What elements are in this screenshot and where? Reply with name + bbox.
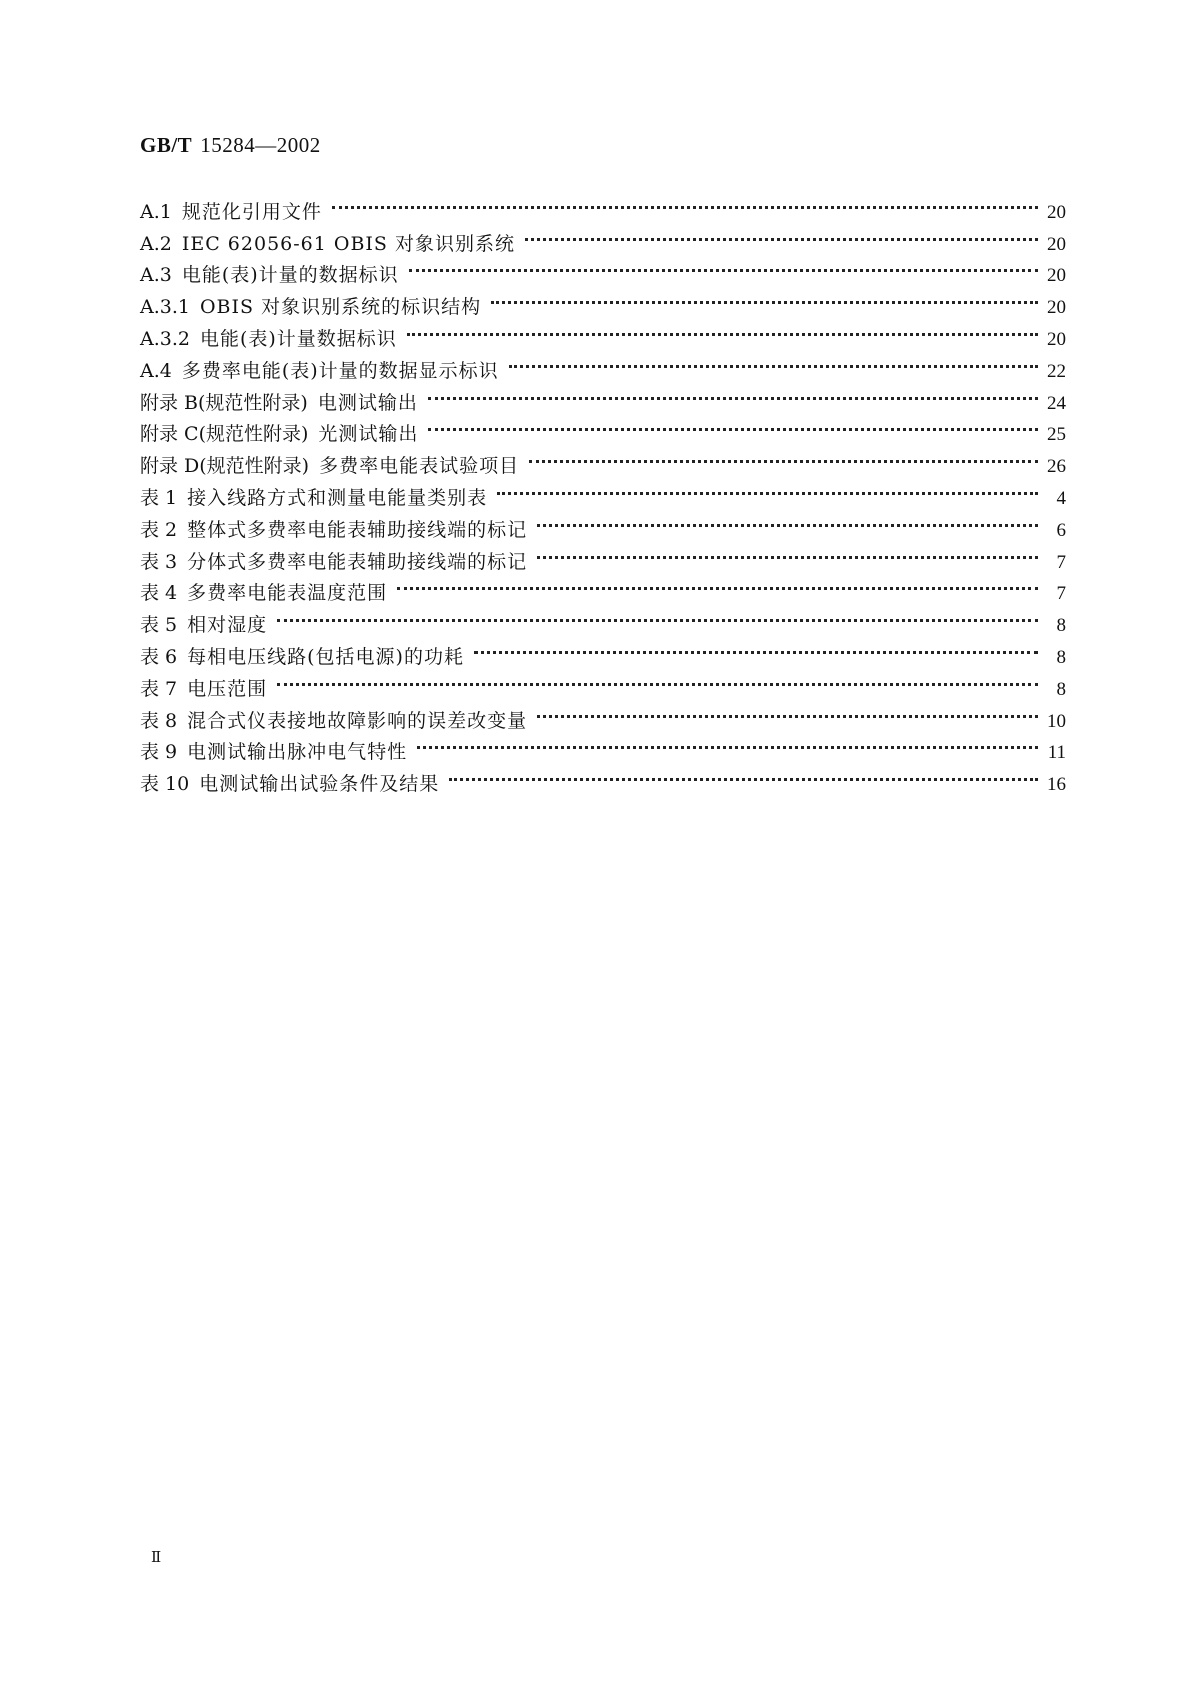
toc-dot-leader (428, 377, 1038, 409)
toc-dot-leader (509, 345, 1038, 377)
toc-entry-number: 表 6 (140, 645, 178, 668)
toc-entry-page: 22 (1047, 360, 1066, 382)
toc-dot-leader (525, 218, 1038, 250)
toc-entry-title: 光测试输出 (318, 423, 419, 446)
toc-dot-leader (497, 472, 1038, 504)
toc-entry[interactable] (140, 631, 1066, 668)
toc-entry-title: 每相电压线路(包括电源)的功耗 (187, 645, 464, 668)
toc-entry-title: 分体式多费率电能表辅助接线端的标记 (187, 550, 528, 573)
toc-entry-page: 20 (1047, 265, 1066, 287)
toc-entry-page: 25 (1047, 424, 1066, 446)
toc-entry-title: 规范化引用文件 (181, 200, 322, 223)
toc-entry-page: 8 (1056, 615, 1066, 637)
toc-entry-number: A.3.2 (140, 327, 190, 350)
toc-entry-title: 混合式仪表接地故障影响的误差改变量 (187, 709, 528, 732)
toc-entry-page: 8 (1056, 646, 1066, 668)
page-number: Ⅱ (151, 1550, 162, 1566)
toc-dot-leader (474, 631, 1038, 663)
toc-entry-page: 24 (1047, 392, 1066, 414)
toc-entry[interactable] (140, 186, 1066, 223)
toc-entry-title: 电能(表)计量的数据标识 (181, 264, 399, 287)
toc-entry-page: 10 (1047, 710, 1066, 732)
toc-entry-page: 20 (1047, 297, 1066, 319)
toc-entry-page: 16 (1047, 774, 1066, 796)
toc-entry-number: A.1 (140, 200, 172, 223)
table-of-contents (140, 186, 1066, 796)
toc-dot-leader (407, 313, 1038, 345)
toc-entry-page: 11 (1047, 742, 1066, 764)
toc-entry-page: 8 (1056, 678, 1066, 700)
toc-entry-page: 6 (1056, 519, 1066, 541)
toc-dot-leader (491, 281, 1038, 313)
standard-code: GB/T (140, 133, 193, 157)
toc-entry-number: 附录 C(规范性附录) (140, 423, 309, 446)
toc-dot-leader (449, 758, 1038, 790)
toc-entry-title: IEC 62056-61 OBIS 对象识别系统 (181, 232, 515, 255)
toc-entry-page: 26 (1047, 456, 1066, 478)
toc-entry[interactable] (140, 663, 1066, 700)
toc-dot-leader (277, 663, 1038, 695)
toc-entry-number: 表 2 (140, 518, 178, 541)
toc-entry-number: 表 3 (140, 550, 178, 573)
toc-dot-leader (417, 727, 1038, 759)
toc-dot-leader (537, 695, 1038, 727)
toc-entry-page: 20 (1047, 201, 1066, 223)
toc-entry-page: 7 (1056, 551, 1066, 573)
toc-entry-page: 7 (1056, 583, 1066, 605)
toc-entry-title: 相对湿度 (187, 614, 268, 637)
toc-dot-leader (428, 409, 1038, 441)
toc-entry-number: 附录 D(规范性附录) (140, 455, 310, 478)
toc-entry-title: 电测试输出脉冲电气特性 (187, 741, 408, 764)
toc-entry-title: OBIS 对象识别系统的标识结构 (199, 296, 482, 319)
toc-entry-number: A.3.1 (140, 296, 190, 319)
toc-dot-leader (529, 440, 1038, 472)
toc-entry-title: 电压范围 (187, 677, 268, 700)
toc-dot-leader (277, 599, 1038, 631)
toc-entry-page: 20 (1047, 328, 1066, 350)
toc-entry-title: 多费率电能表温度范围 (187, 582, 388, 605)
toc-dot-leader (537, 504, 1038, 536)
toc-entry-title: 电测试输出试验条件及结果 (199, 773, 440, 796)
toc-entry[interactable] (140, 695, 1066, 732)
toc-entry-title: 电测试输出 (317, 391, 418, 414)
toc-dot-leader (537, 536, 1038, 568)
toc-entry-number: 表 5 (140, 614, 178, 637)
toc-entry-number: 表 9 (140, 741, 178, 764)
document-header (140, 133, 321, 158)
toc-dot-leader (409, 250, 1038, 282)
toc-entry-page: 4 (1056, 487, 1066, 509)
toc-entry-page: 20 (1047, 233, 1066, 255)
toc-entry-number: 表 10 (140, 773, 190, 796)
toc-entry-title: 接入线路方式和测量电能量类别表 (187, 486, 488, 509)
toc-entry-number: 表 4 (140, 582, 178, 605)
toc-entry-number: 附录 B(规范性附录) (140, 391, 308, 414)
toc-entry-number: 表 1 (140, 486, 178, 509)
toc-entry-title: 多费率电能表试验项目 (319, 455, 520, 478)
toc-entry-number: 表 7 (140, 677, 178, 700)
toc-entry-title: 电能(表)计量数据标识 (199, 327, 397, 350)
toc-entry[interactable] (140, 599, 1066, 637)
toc-dot-leader (397, 568, 1038, 600)
toc-entry-title: 多费率电能(表)计量的数据显示标识 (181, 359, 499, 382)
toc-entry-number: 表 8 (140, 709, 178, 732)
toc-entry-number: A.4 (140, 359, 172, 382)
toc-entry-title: 整体式多费率电能表辅助接线端的标记 (187, 518, 528, 541)
toc-entry-number: A.2 (140, 232, 172, 255)
toc-dot-leader (332, 186, 1038, 218)
standard-number: 15284—2002 (200, 133, 321, 157)
toc-entry-number: A.3 (140, 264, 172, 287)
